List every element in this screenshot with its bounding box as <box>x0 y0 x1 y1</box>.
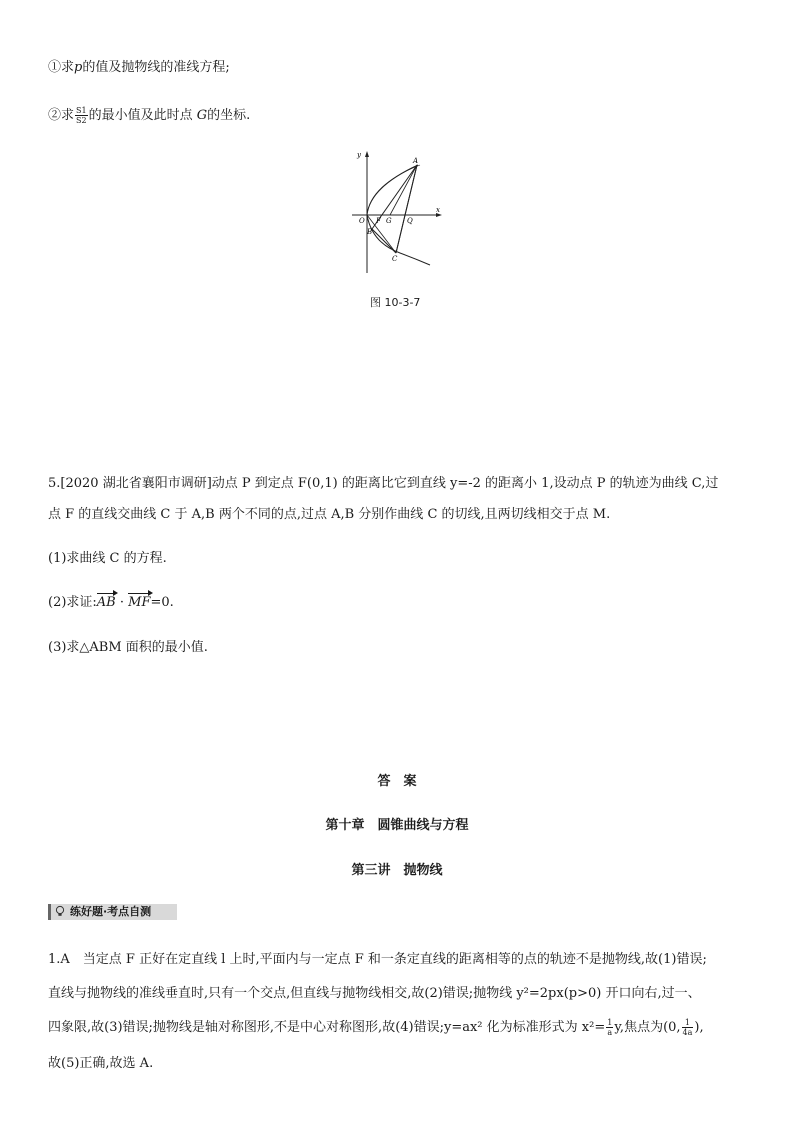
fraction-1-over-4a <box>682 1018 694 1037</box>
q5-part1: (1)求曲线 C 的方程. <box>48 551 167 566</box>
q4-part2-text: 的最小值及此时点 <box>88 108 193 123</box>
line-AQ <box>405 165 417 215</box>
q4-part2-label: ②求 <box>48 108 75 123</box>
chapter-title: 第十章 圆锥曲线与方程 <box>325 818 469 833</box>
figure-caption: 图 10-3-7 <box>370 296 421 309</box>
q5-part2-suffix: =0. <box>150 595 174 610</box>
q4-part2-var: G <box>196 108 208 123</box>
answer1-line1: 1.A 当定点 F 正好在定直线 l 上时,平面内与一定点 F 和一条定直线的距离相等的点的轨迹不是抛物线,故(1)错误; <box>48 952 707 967</box>
dot-operator: · <box>115 595 129 610</box>
label-Q: Q <box>407 217 413 225</box>
q4-part1 <box>48 56 230 75</box>
q4-part2-end: 的坐标. <box>207 108 251 123</box>
label-F: F <box>376 217 381 225</box>
section-title: 第三讲 抛物线 <box>351 863 443 878</box>
frac1-num: 1 <box>607 1018 613 1027</box>
q4-part1-label: ①求 <box>48 60 75 75</box>
label-O: O <box>359 217 365 225</box>
answer1-line3-b: y,焦点为(0, <box>614 1020 681 1035</box>
q5-part3: (3)求△ABM 面积的最小值. <box>48 640 208 655</box>
vector-MF: MF <box>128 595 151 610</box>
q4-part2 <box>48 104 250 125</box>
badge-label: 练好题·考点自测 <box>70 905 152 918</box>
label-x: x <box>436 206 440 214</box>
label-A: A <box>413 157 419 165</box>
answer1-line2: 直线与抛物线的准线垂直时,只有一个交点,但直线与抛物线相交,故(2)错误;抛物线 y²=2px(p>0) 开口向右,过一、 <box>48 986 701 1001</box>
label-G: G <box>386 217 392 225</box>
lightbulb-icon <box>54 905 66 917</box>
parabola-figure <box>340 145 450 275</box>
q4-part1-text: 的值及抛物线的准线方程; <box>82 60 230 75</box>
answer1-line3-c: ), <box>694 1020 704 1035</box>
ratio-num: S1 <box>76 106 87 115</box>
label-C: C <box>392 255 398 263</box>
q5-part2-prefix: (2)求证: <box>48 595 97 610</box>
q5-line2: 点 F 的直线交曲线 C 于 A,B 两个不同的点,过点 A,B 分别作曲线 C 的切线,且两切线相交于点 M. <box>48 507 611 522</box>
parabola-upper <box>367 165 418 215</box>
practice-badge <box>48 904 177 920</box>
frac2-den: 4a <box>682 1028 693 1037</box>
vector-AB: AB <box>96 595 116 610</box>
frac2-num: 1 <box>682 1018 694 1028</box>
ratio-den: S2 <box>76 116 87 125</box>
label-y: y <box>357 151 361 159</box>
y-axis-arrow <box>365 151 369 157</box>
answer1-line3 <box>48 1016 704 1037</box>
answer1-line3-a: 四象限,故(3)错误;抛物线是轴对称图形,不是中心对称图形,故(4)错误;y=ax² 化为标准形式为 x²= <box>48 1020 606 1035</box>
answers-heading: 答 案 <box>377 774 417 789</box>
frac1-den: a <box>607 1028 613 1037</box>
q5-line1: 5.[2020 湖北省襄阳市调研]动点 P 到定点 F(0,1) 的距离比它到直线 y=-2 的距离小 1,设动点 P 的轨迹为曲线 C,过 <box>48 476 719 491</box>
fraction-1-over-a <box>606 1018 613 1037</box>
label-B: B <box>367 228 373 236</box>
q4-part1-var: p <box>74 60 83 75</box>
line-BC <box>372 229 396 253</box>
ratio-fraction <box>75 106 88 125</box>
q5-part2 <box>48 591 174 610</box>
line-QC <box>396 215 405 253</box>
answer1-line4: 故(5)正确,故选 A. <box>48 1056 154 1071</box>
